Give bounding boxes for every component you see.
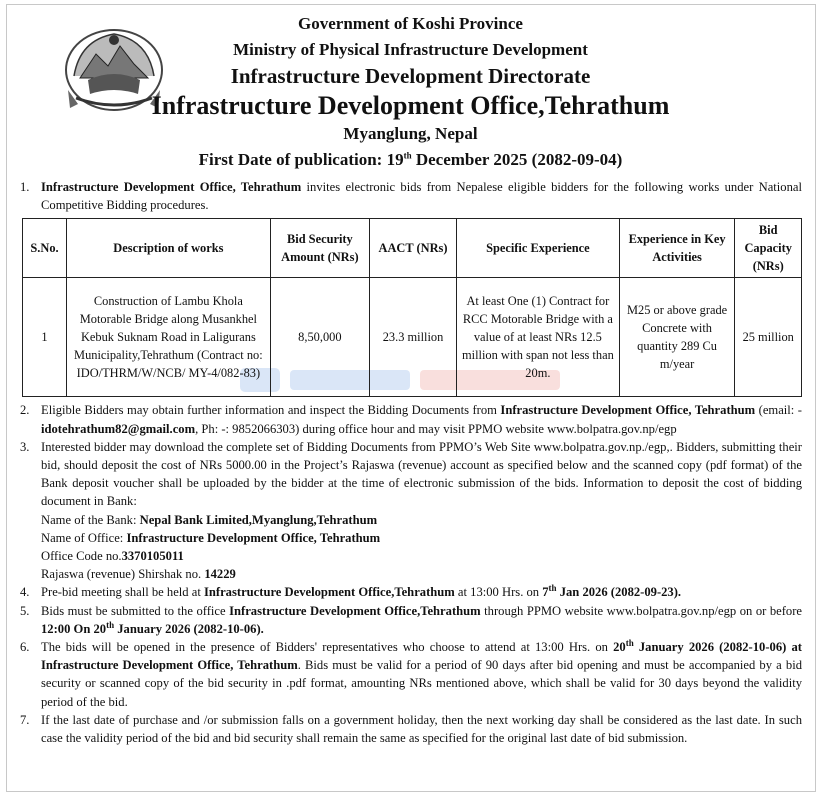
col-description: Description of works [67,219,271,278]
cell-bid-security: 8,50,000 [270,278,369,397]
gov-title: Government of Koshi Province [298,14,523,33]
cell-bid-capacity: 25 million [735,278,802,397]
bank-name-line: Name of the Bank: Nepal Bank Limited,Myanglung,Tehrathum [41,512,378,527]
cell-description: Construction of Lambu Khola Motorable Bridge along Musankhel Kebuk Suknam Road in Laligurans Municipality,Tehrathum (Contract no: IDO/THRM/W/NCB/ MY-4/082-83) [67,278,271,397]
office-title: Infrastructure Development Office,Tehrathum [151,91,670,120]
clause-2: 2. Eligible Bidders may obtain further information and inspect the Bidding Documents from Infrastructure Development Office, Tehrathum (email: - idotehrathum82@gmail.com, Ph: -: 9852066303) during office hour and may visit PPMO website www.bolpatra.gov.np/egp [20,403,802,436]
col-aact: AACT (NRs) [370,219,457,278]
shirshak-line: Rajaswa (revenue) Shirshak no. 14229 [41,567,236,582]
clause-6: 6. The bids will be opened in the presence of Bidders' representatives who choose to attend at 13:00 Hrs. on 20th January 2026 (2082-10-06) at Infrastructure Development Office, Tehrathum. Bids must be valid for a period of 90 days after bid opening and must be accompanied by a bid security or scanned copy of the bid security in .pdf format, amounting NRs mentioned above, which shall be valid for 30 days beyond the validity period of the bid. [20,637,802,709]
col-bid-security: Bid Security Amount (NRs) [270,219,369,278]
col-specific-experience: Specific Experience [457,219,620,278]
clause-7: 7. If the last date of purchase and /or submission falls on a government holiday, then the next working day shall be considered as the last date. In such case the validity period of the bid and bid security shall remain the same as specified for the original last date of bid submission. [20,712,802,746]
clause-4: 4. Pre-bid meeting shall be held at Infrastructure Development Office,Tehrathum at 13:00 Hrs. on 7th Jan 2026 (2082-09-23). [20,583,682,600]
clause-3: 3. Interested bidder may download the complete set of Bidding Documents from PPMO’s Web Site www.bolpatra.gov.np./egp,. Bidders, submitting their bid, should deposit the cost of NRs 5000.00 in the Project’s Rajaswa (revenue) account as specified below and the scanned copy (pdf format) of the Bank deposit voucher shall be uploaded by the bidder at the time of electronic submission of the bids. Information to deposit the cost of bidding document in Bank: Name of the Bank: Nepal Bank Limited,Myanglung,Tehrathum Name of Office: Infrastructure Development Office, Tehrathum Office Code no.3370105011 Rajaswa (revenue) Shirshak no. 14229 [20,438,802,584]
cell-specific-experience: At least One (1) Contract for RCC Motorable Bridge with a value of at least NRs 12.5 million with span not less than 20m. [457,278,620,397]
table-row [23,278,802,397]
works-table [22,218,802,397]
clause-1: 1. Infrastructure Development Office, Tehrathum invites electronic bids from Nepalese eligible bidders for the following works under National Competitive Bidding procedures. [20,180,802,213]
col-sno: S.No. [23,219,67,278]
publication-date: First Date of publication: 19th December 2025 (2082-09-04) [198,150,623,169]
directorate-title: Infrastructure Development Directorate [230,64,591,88]
notice-body [20,178,802,747]
col-bid-capacity: Bid Capacity (NRs) [735,219,802,278]
office-name-line: Name of Office: Infrastructure Development Office, Tehrathum [41,530,381,545]
col-key-activities: Experience in Key Activities [619,219,735,278]
location: Myanglung, Nepal [343,124,478,143]
ministry-title: Ministry of Physical Infrastructure Development [233,40,588,59]
table-header-row [23,219,802,278]
cell-key-activities: M25 or above grade Concrete with quantity 289 Cu m/year [619,278,735,397]
cell-aact: 23.3 million [370,278,457,397]
office-code-line: Office Code no.3370105011 [41,549,184,564]
clause-5: 5. Bids must be submitted to the office Infrastructure Development Office,Tehrathum through PPMO website www.bolpatra.gov.np/egp on or before 12:00 On 20th January 2026 (2082-10-06). [20,603,802,636]
cell-sno: 1 [23,278,67,397]
